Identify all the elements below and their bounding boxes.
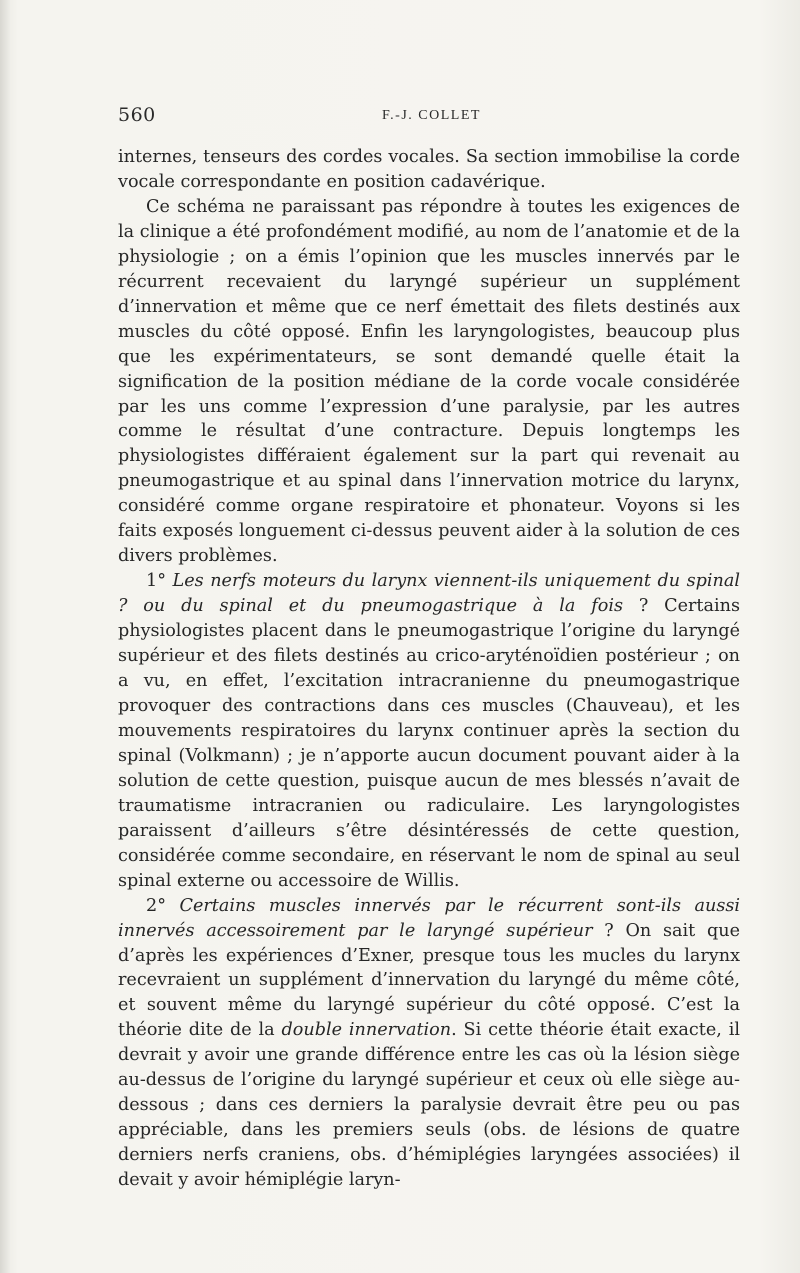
paragraph-4-text-b: . Si cette théorie était exacte, il devrait y avoir une grande différence entre les cas où la lésion siège au-dessus de l’origine du laryngé supérieur et ceux où elle siège au-dessous ; dans ces derniers la paralysie devrait être peu ou pas appréciable, dans les premiers seuls (obs. de lésions de quatre derniers nerfs craniens, obs. d’hémiplégies laryngées associées) il devait y avoir hémiplégie laryn- <box>118 1020 740 1191</box>
page-header <box>118 104 738 134</box>
paragraph-3 <box>118 569 740 893</box>
paragraph-3-question: Les nerfs moteurs du larynx viennent-ils uniquement du spinal ? ou du spinal et du pneumogastrique à la fois <box>118 571 740 617</box>
body-text <box>118 145 740 1193</box>
paragraph-1-text: internes, tenseurs des cordes vocales. Sa section immobilise la corde vocale correspondante en position cadavérique. <box>118 147 740 192</box>
running-head: F.-J. COLLET <box>382 108 481 123</box>
paragraph-2-text: Ce schéma ne paraissant pas répondre à toutes les exigences de la clinique a été profondément modifié, au nom de l’anatomie et de la physiologie ; on a émis l’opinion que les muscles innervés par le récurrent recevaient du laryngé supérieur un supplément d’innervation et même que ce nerf émettait des filets destinés aux muscles du côté opposé. Enfin les laryngologistes, beaucoup plus que les expérimentateurs, se sont demandé quelle était la signification de la position médiane de la corde vocale considérée par les uns comme l’expression d’une paralysie, par les autres comme le résultat d’une contracture. Depuis longtemps les physiologistes différaient également sur la part qui revenait au pneumogastrique et au spinal dans l’innervation motrice du larynx, considéré comme organe respiratoire et phonateur. Voyons si les faits exposés longuement ci-dessus peuvent aider à la solution de ces divers problèmes. <box>118 196 740 567</box>
paragraph-3-number: 1° <box>146 571 166 592</box>
paragraph-4-text-a: ? On sait que d’après les expériences d’Exner, presque tous les mucles du larynx recevraient un supplément d’innervation du laryngé du même côté, et souvent même du laryngé supérieur du côté opposé. C’est la théorie dite de la <box>118 920 740 1041</box>
page-edge-shadow <box>0 0 10 1273</box>
paragraph-4-number: 2° <box>146 895 166 916</box>
paragraph-3-text: ? Certains physiologistes placent dans le pneumogastrique l’origine du laryngé supérieur et des filets destinés au crico-aryténoïdien postérieur ; on a vu, en effet, l’excitation intracranienne du pneumogastrique provoquer des contractions dans ces muscles (Chauveau), et les mouvements respiratoires du larynx continuer après la section du spinal (Volkmann) ; je n’apporte aucun document pouvant aider à la solution de cette question, puisque aucun de mes blessés n’avait de traumatisme intracranien ou radiculaire. Les laryngologistes paraissent d’ailleurs s’être désintéressés de cette question, considérée comme secondaire, en réservant le nom de spinal au seul spinal externe ou accessoire de Willis. <box>118 596 740 891</box>
paragraph-2 <box>118 195 740 569</box>
paragraph-4-term: double innervation <box>281 1020 452 1041</box>
paragraph-1 <box>118 145 740 195</box>
paragraph-4-question: Certains muscles innervés par le récurrent sont-ils aussi innervés accessoirement par le laryngé supérieur <box>118 895 740 941</box>
page-number: 560 <box>118 104 156 126</box>
paragraph-4 <box>118 894 740 1193</box>
